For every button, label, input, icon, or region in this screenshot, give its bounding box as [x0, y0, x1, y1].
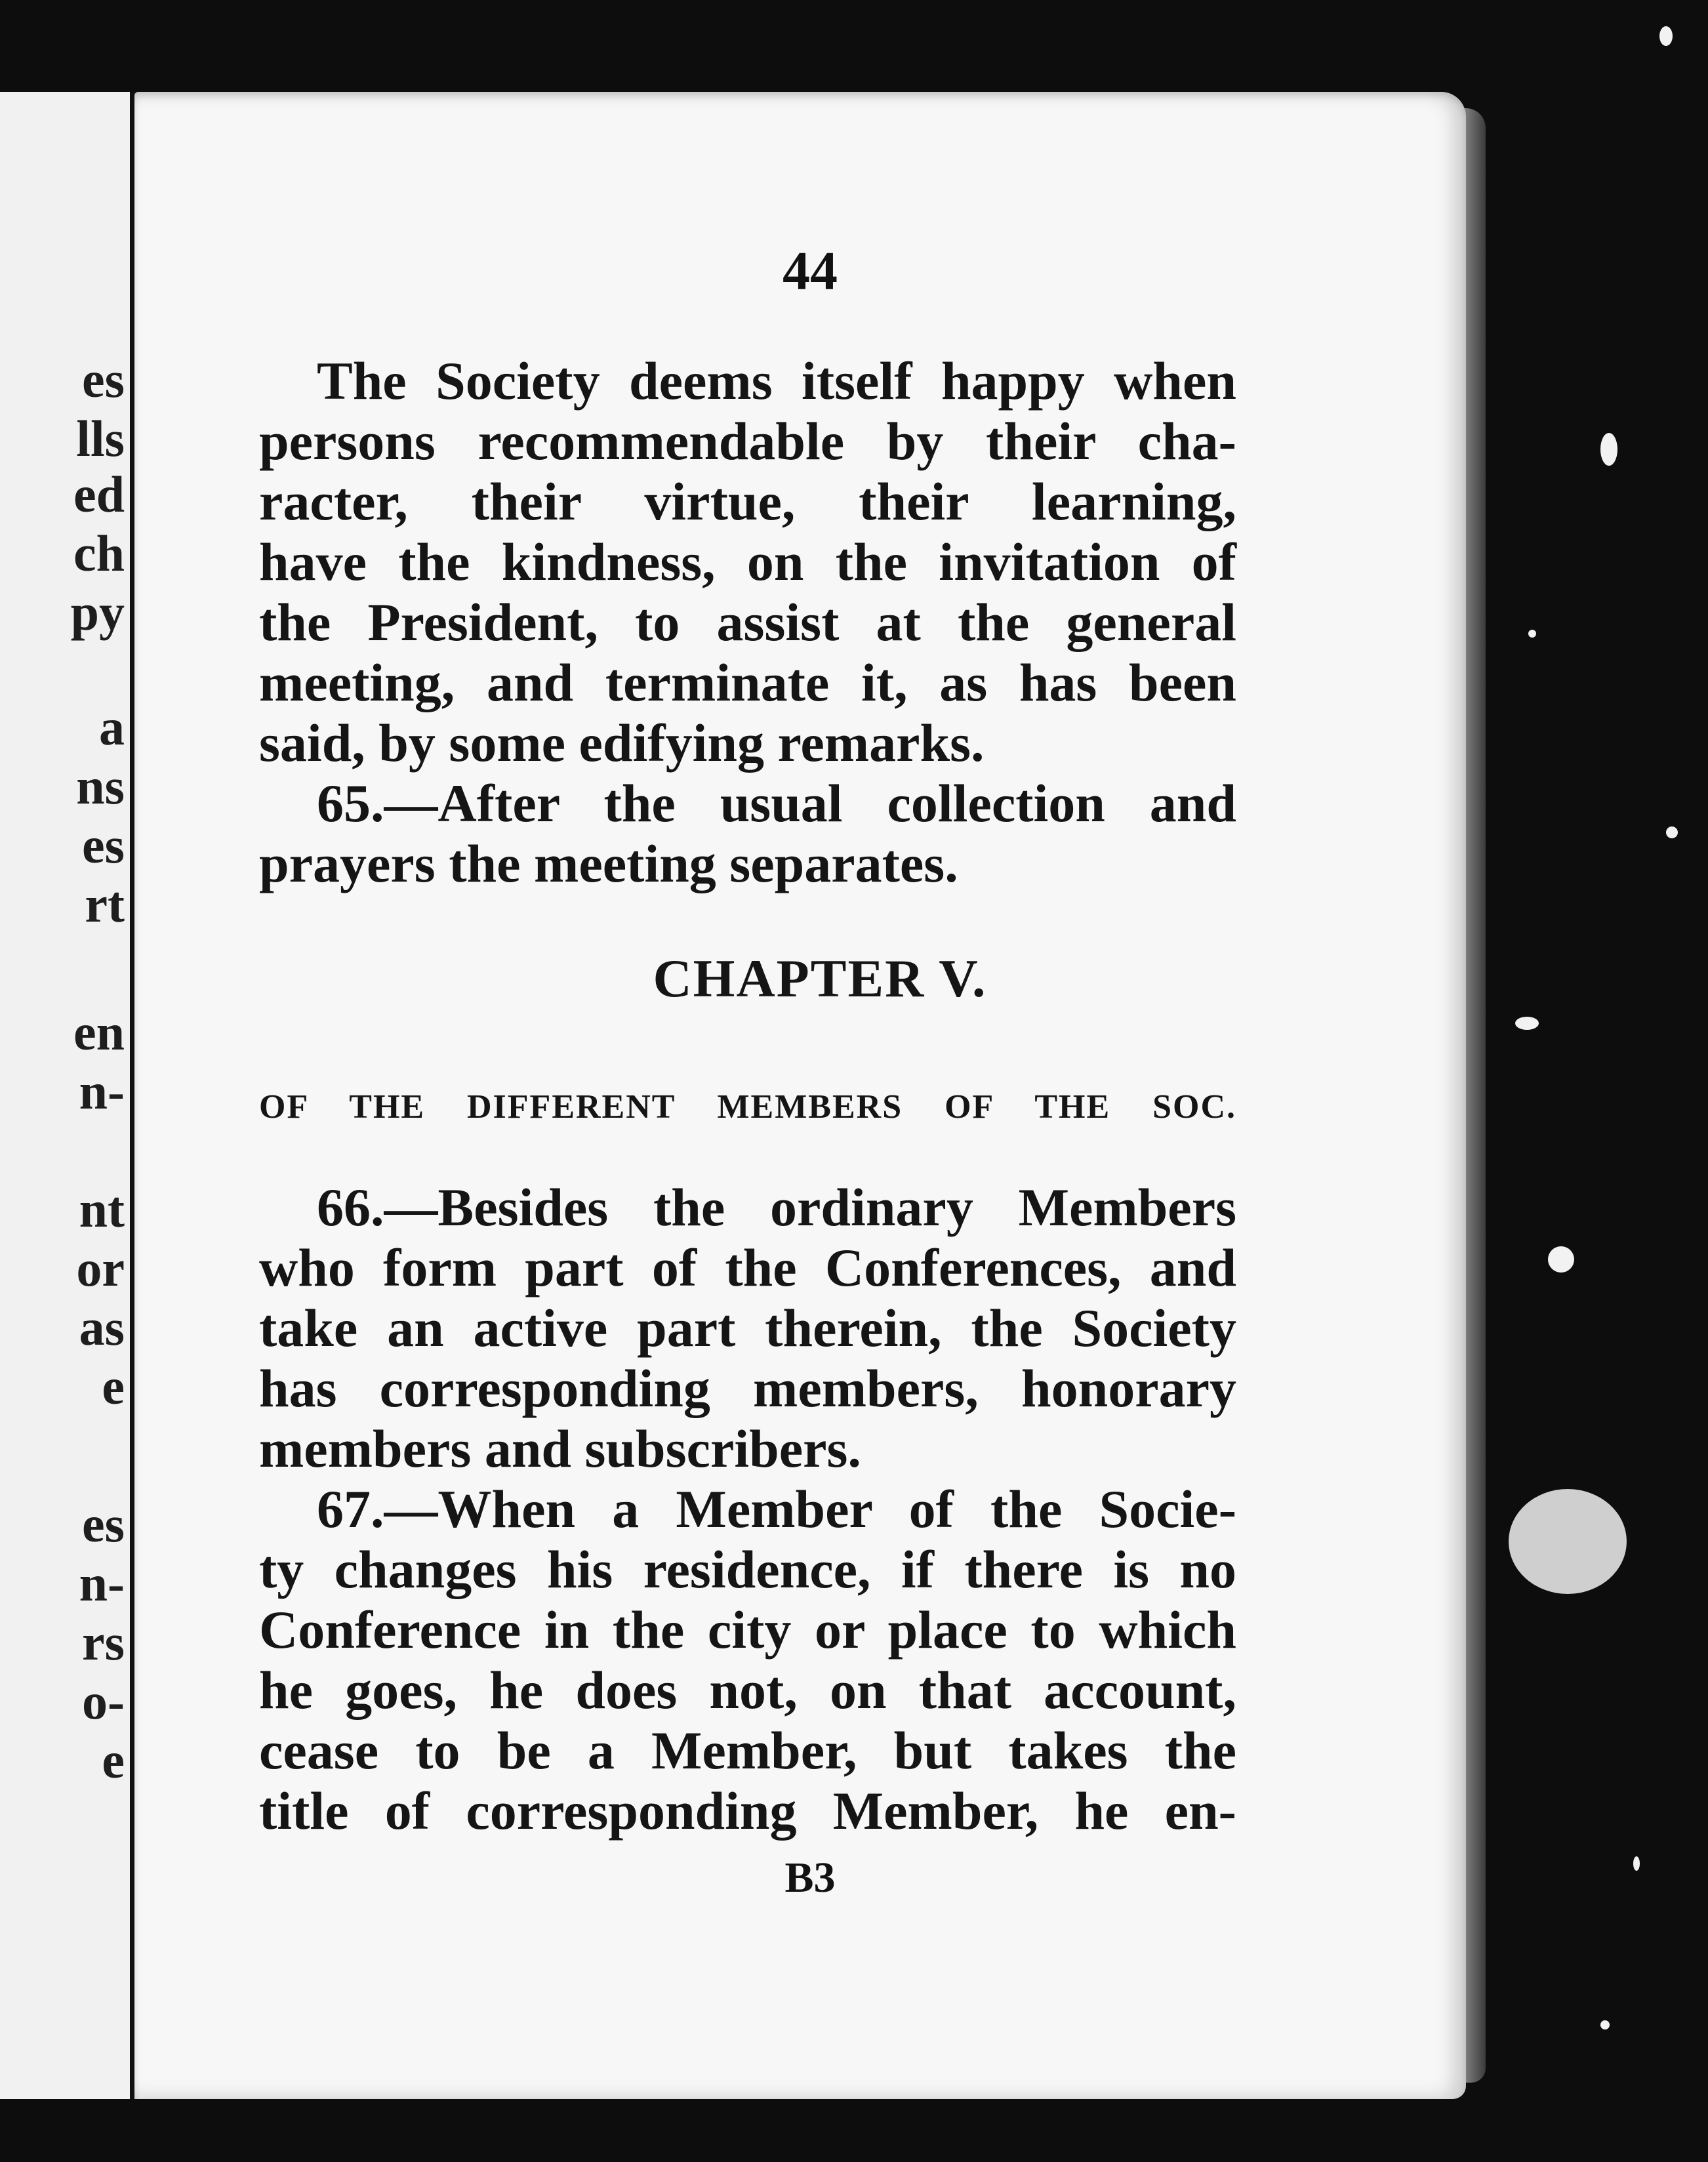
dust-speck — [1548, 1246, 1574, 1273]
left-page-fragment: rs — [82, 1614, 125, 1671]
text-line: racter, their virtue, their learning, — [259, 472, 1236, 531]
dust-speck — [1666, 826, 1678, 838]
text-line: take an active part therein, the Society — [259, 1298, 1236, 1358]
text-line: The Society deems itself happy when — [317, 351, 1236, 411]
text-line: who form part of the Conferences, and — [259, 1238, 1236, 1297]
dust-speck — [1600, 2020, 1610, 2029]
text-line: said, by some edifying remarks. — [259, 713, 985, 773]
dust-speck — [1633, 1856, 1640, 1871]
left-page-fragment: ed — [73, 466, 125, 523]
left-page-fragment: as — [79, 1299, 125, 1356]
left-page-fragment: o- — [82, 1673, 125, 1730]
text-line: have the kindness, on the invitation of — [259, 532, 1236, 592]
left-page-fragment: es — [82, 351, 125, 408]
text-line: cease to be a Member, but takes the — [259, 1721, 1236, 1780]
book-page — [134, 92, 1466, 2099]
left-page-fragment: ch — [73, 525, 125, 582]
left-page-fragment: e — [102, 1732, 125, 1789]
left-page — [0, 92, 139, 2099]
text-line: members and subscribers. — [259, 1419, 861, 1479]
text-line: title of corresponding Member, he en- — [259, 1781, 1236, 1841]
dust-speck — [1659, 26, 1673, 46]
text-line: the President, to assist at the general — [259, 592, 1236, 652]
text-line: prayers the meeting separates. — [259, 834, 958, 893]
left-page-fragment: en — [73, 1004, 125, 1061]
text-line: 67.—When a Member of the Socie- — [317, 1479, 1236, 1539]
left-page-fragment: n- — [79, 1555, 125, 1612]
dust-speck — [1515, 1017, 1539, 1030]
left-page-fragment: rt — [85, 876, 125, 933]
left-page-fragment: e — [102, 1358, 125, 1415]
chapter-subtitle: OF THE DIFFERENT MEMBERS OF THE SOC. — [259, 1088, 1236, 1126]
dust-speck — [1600, 433, 1617, 466]
left-page-fragment: a — [99, 699, 125, 756]
text-line: he goes, he does not, on that account, — [259, 1660, 1236, 1720]
page-number: 44 — [783, 241, 838, 302]
chapter-title: CHAPTER V. — [653, 948, 987, 1008]
left-page-fragment: lls — [76, 410, 125, 467]
left-page-fragment: es — [82, 817, 125, 874]
dust-speck — [1509, 1489, 1627, 1594]
signature-mark: B3 — [784, 1854, 836, 1902]
text-line: has corresponding members, honorary — [259, 1358, 1236, 1418]
left-page-fragment: es — [82, 1496, 125, 1553]
left-page-fragment: or — [76, 1240, 125, 1297]
left-page-fragment: ns — [76, 758, 125, 815]
text-line: ty changes his residence, if there is no — [259, 1540, 1236, 1599]
dust-speck — [1528, 630, 1536, 638]
left-page-fragment: n- — [79, 1063, 125, 1120]
text-line: 65.—After the usual collection and — [317, 773, 1236, 833]
left-page-fragment: py — [70, 584, 125, 641]
left-page-fragment: nt — [79, 1181, 125, 1238]
text-line: persons recommendable by their cha- — [259, 411, 1236, 471]
text-line: meeting, and terminate it, as has been — [259, 653, 1236, 712]
text-line: 66.—Besides the ordinary Members — [317, 1177, 1236, 1237]
text-line: Conference in the city or place to which — [259, 1600, 1236, 1660]
